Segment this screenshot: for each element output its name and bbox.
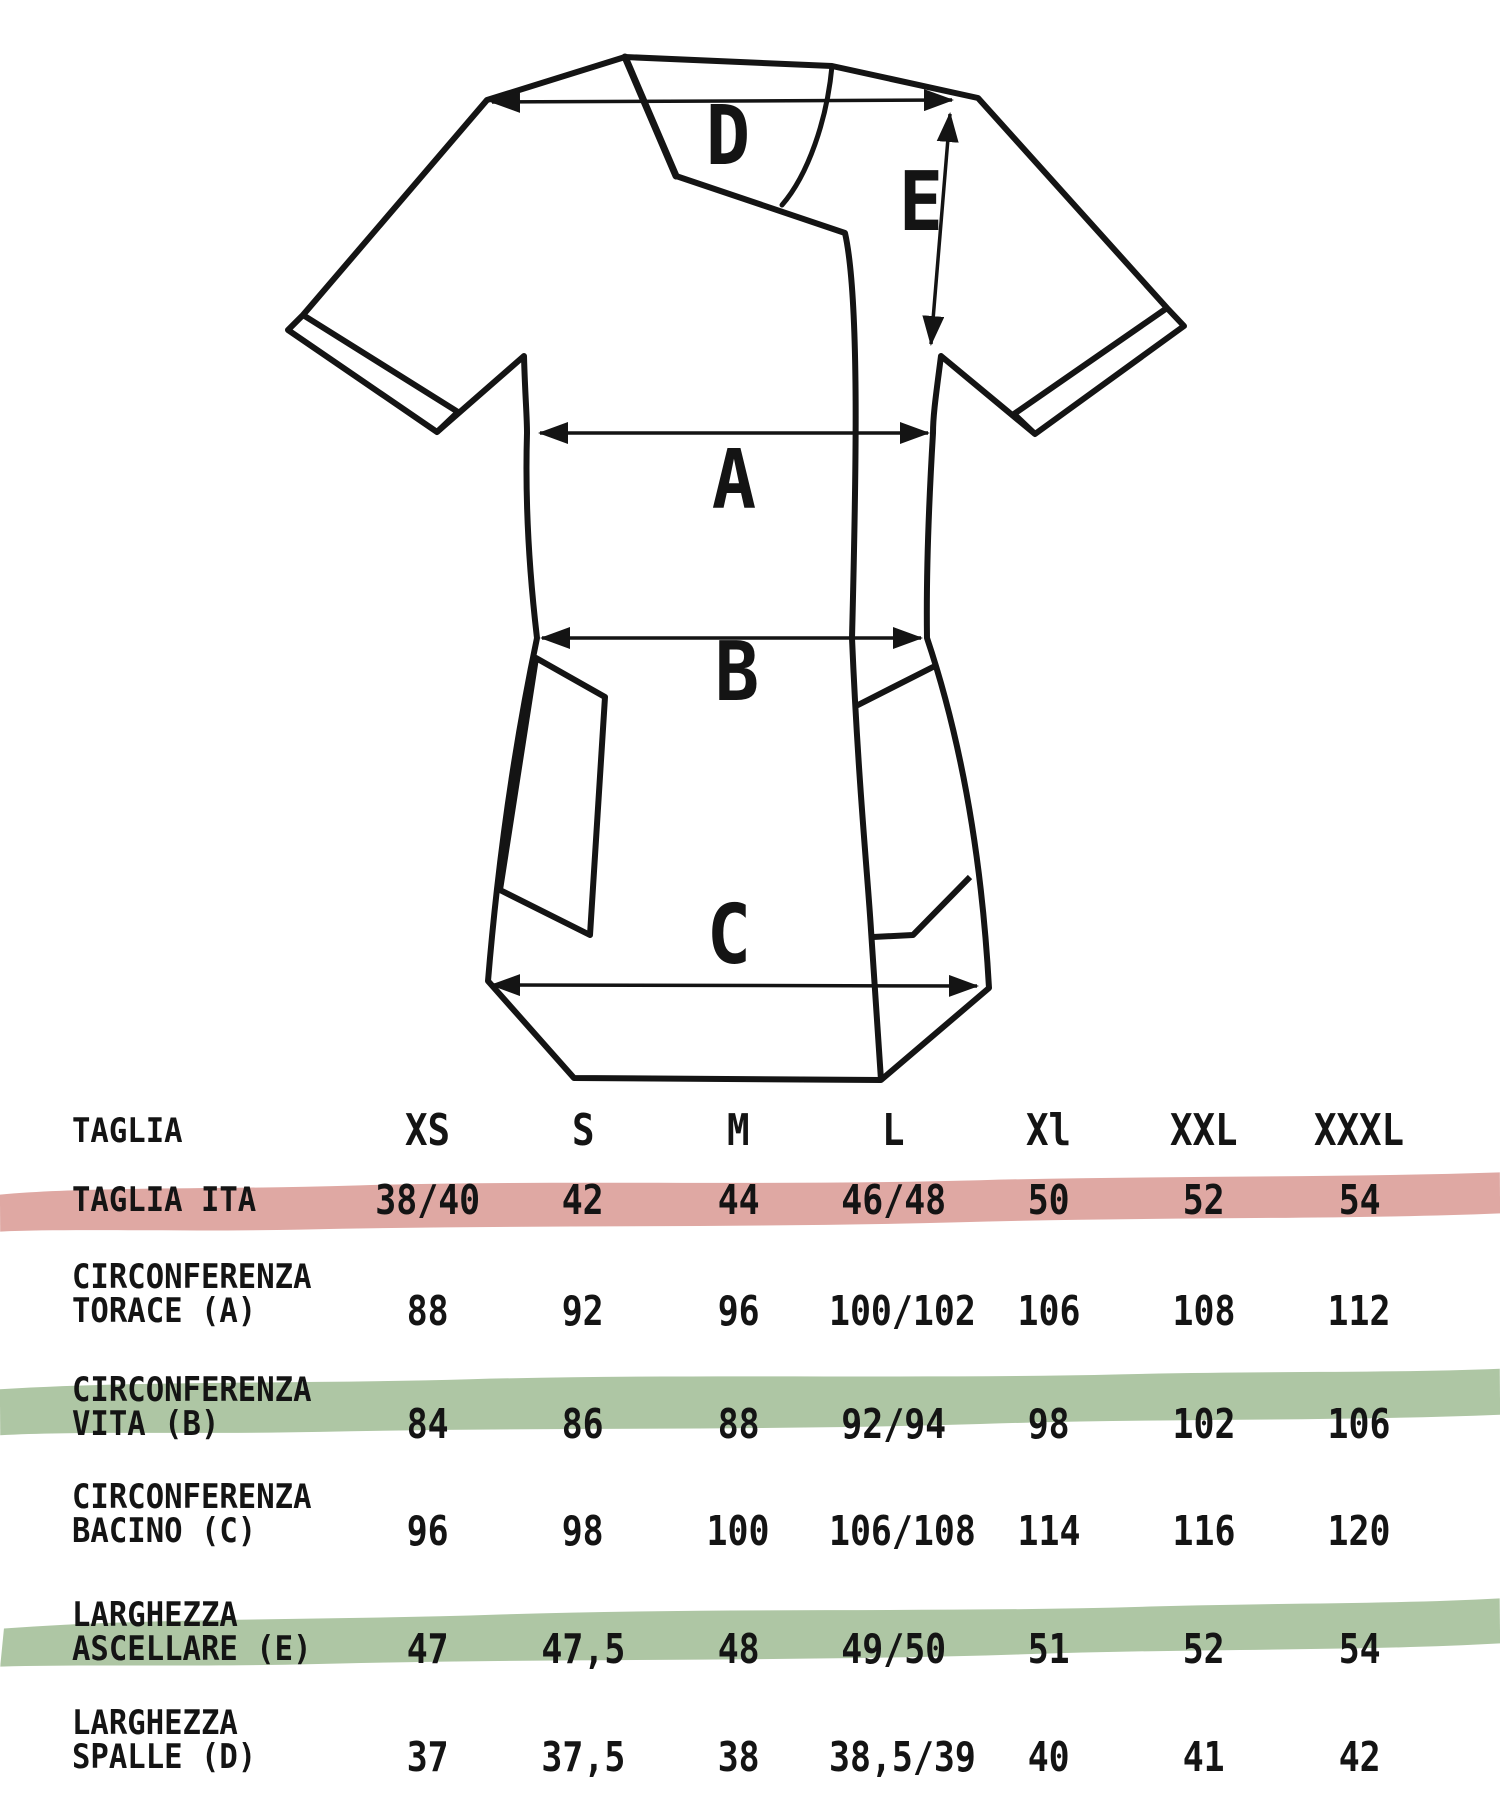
- row-label: CIRCONFERENZA VITA (B): [72, 1370, 312, 1444]
- row-label: TAGLIA ITA: [72, 1180, 257, 1220]
- value-cell: 100/102: [828, 1286, 976, 1335]
- value-cell: 46/48: [841, 1175, 946, 1224]
- value-cell: 96: [406, 1506, 449, 1555]
- arrow-c: [492, 985, 977, 986]
- value-cell: 42: [1338, 1732, 1381, 1781]
- value-cell: 106: [1327, 1399, 1391, 1448]
- size-cell: M: [726, 1105, 750, 1156]
- value-cell: 54: [1338, 1624, 1381, 1673]
- table-row-torace: [0, 1252, 1500, 1336]
- value-cell: 37: [406, 1732, 449, 1781]
- value-cell: 92/94: [841, 1399, 946, 1448]
- size-cell: L: [882, 1105, 905, 1156]
- value-cell: 40: [1027, 1732, 1070, 1781]
- value-cell: 106/108: [828, 1506, 976, 1555]
- measure-letter-d: D: [705, 89, 751, 184]
- pocket-right-top-edge: [858, 667, 933, 705]
- size-cell: XXL: [1170, 1105, 1238, 1156]
- value-cell: 112: [1327, 1286, 1391, 1335]
- size-cell: S: [571, 1105, 595, 1156]
- table-header: [0, 1095, 1500, 1167]
- table-row-vita: [0, 1365, 1500, 1449]
- pocket-left: [500, 658, 605, 935]
- value-cell: 41: [1183, 1732, 1226, 1781]
- value-cell: 102: [1172, 1399, 1236, 1448]
- value-cell: 108: [1172, 1286, 1236, 1335]
- value-cell: 49/50: [841, 1624, 946, 1673]
- table-row-taglia-ita: [0, 1164, 1500, 1236]
- header-label: TAGLIA: [72, 1111, 183, 1151]
- row-label: CIRCONFERENZA TORACE (A): [72, 1257, 312, 1331]
- size-cell: XXXL: [1314, 1105, 1405, 1156]
- table-row-ascellare: [0, 1590, 1500, 1674]
- value-cell: 37,5: [540, 1732, 625, 1781]
- value-cell: 92: [561, 1286, 604, 1335]
- value-cell: 86: [561, 1399, 604, 1448]
- value-cell: 52: [1183, 1175, 1226, 1224]
- value-cell: 116: [1172, 1506, 1236, 1555]
- value-cell: 44: [717, 1175, 760, 1224]
- value-cell: 50: [1027, 1175, 1070, 1224]
- size-cell: XS: [405, 1105, 451, 1156]
- value-cell: 88: [717, 1399, 760, 1448]
- neckline-right-edge: [782, 66, 832, 205]
- value-cell: 38: [717, 1732, 760, 1781]
- cuff-band-left: [303, 315, 458, 432]
- value-cell: 51: [1027, 1624, 1070, 1673]
- cuff-band-right: [1014, 308, 1167, 434]
- value-cell: 98: [1027, 1399, 1070, 1448]
- value-cell: 38/40: [375, 1175, 481, 1224]
- value-cell: 48: [717, 1624, 760, 1673]
- neckline-left-edge: [625, 57, 676, 176]
- value-cell: 52: [1183, 1624, 1226, 1673]
- row-label: LARGHEZZA ASCELLARE (E): [72, 1595, 312, 1669]
- row-label: LARGHEZZA SPALLE (D): [72, 1703, 257, 1777]
- value-cell: 114: [1017, 1506, 1081, 1555]
- measure-letter-b: B: [714, 625, 760, 720]
- value-cell: 96: [717, 1286, 760, 1335]
- value-cell: 98: [561, 1506, 604, 1555]
- value-cell: 42: [561, 1175, 604, 1224]
- size-cell: Xl: [1026, 1105, 1072, 1156]
- value-cell: 38,5/39: [828, 1732, 976, 1781]
- table-row-spalle: [0, 1698, 1500, 1782]
- value-cell: 54: [1338, 1175, 1381, 1224]
- measure-letter-a: A: [711, 433, 757, 528]
- value-cell: 106: [1017, 1286, 1081, 1335]
- value-cell: 84: [406, 1399, 449, 1448]
- pocket-right-bottom-edge: [873, 877, 970, 937]
- value-cell: 47,5: [540, 1624, 625, 1673]
- measure-letter-c: C: [706, 888, 752, 983]
- value-cell: 88: [406, 1286, 449, 1335]
- value-cell: 100: [706, 1506, 770, 1555]
- row-label: CIRCONFERENZA BACINO (C): [72, 1477, 312, 1551]
- table-row-bacino: [0, 1472, 1500, 1556]
- value-cell: 120: [1327, 1506, 1391, 1555]
- measure-letter-e: E: [898, 155, 944, 250]
- value-cell: 47: [406, 1624, 449, 1673]
